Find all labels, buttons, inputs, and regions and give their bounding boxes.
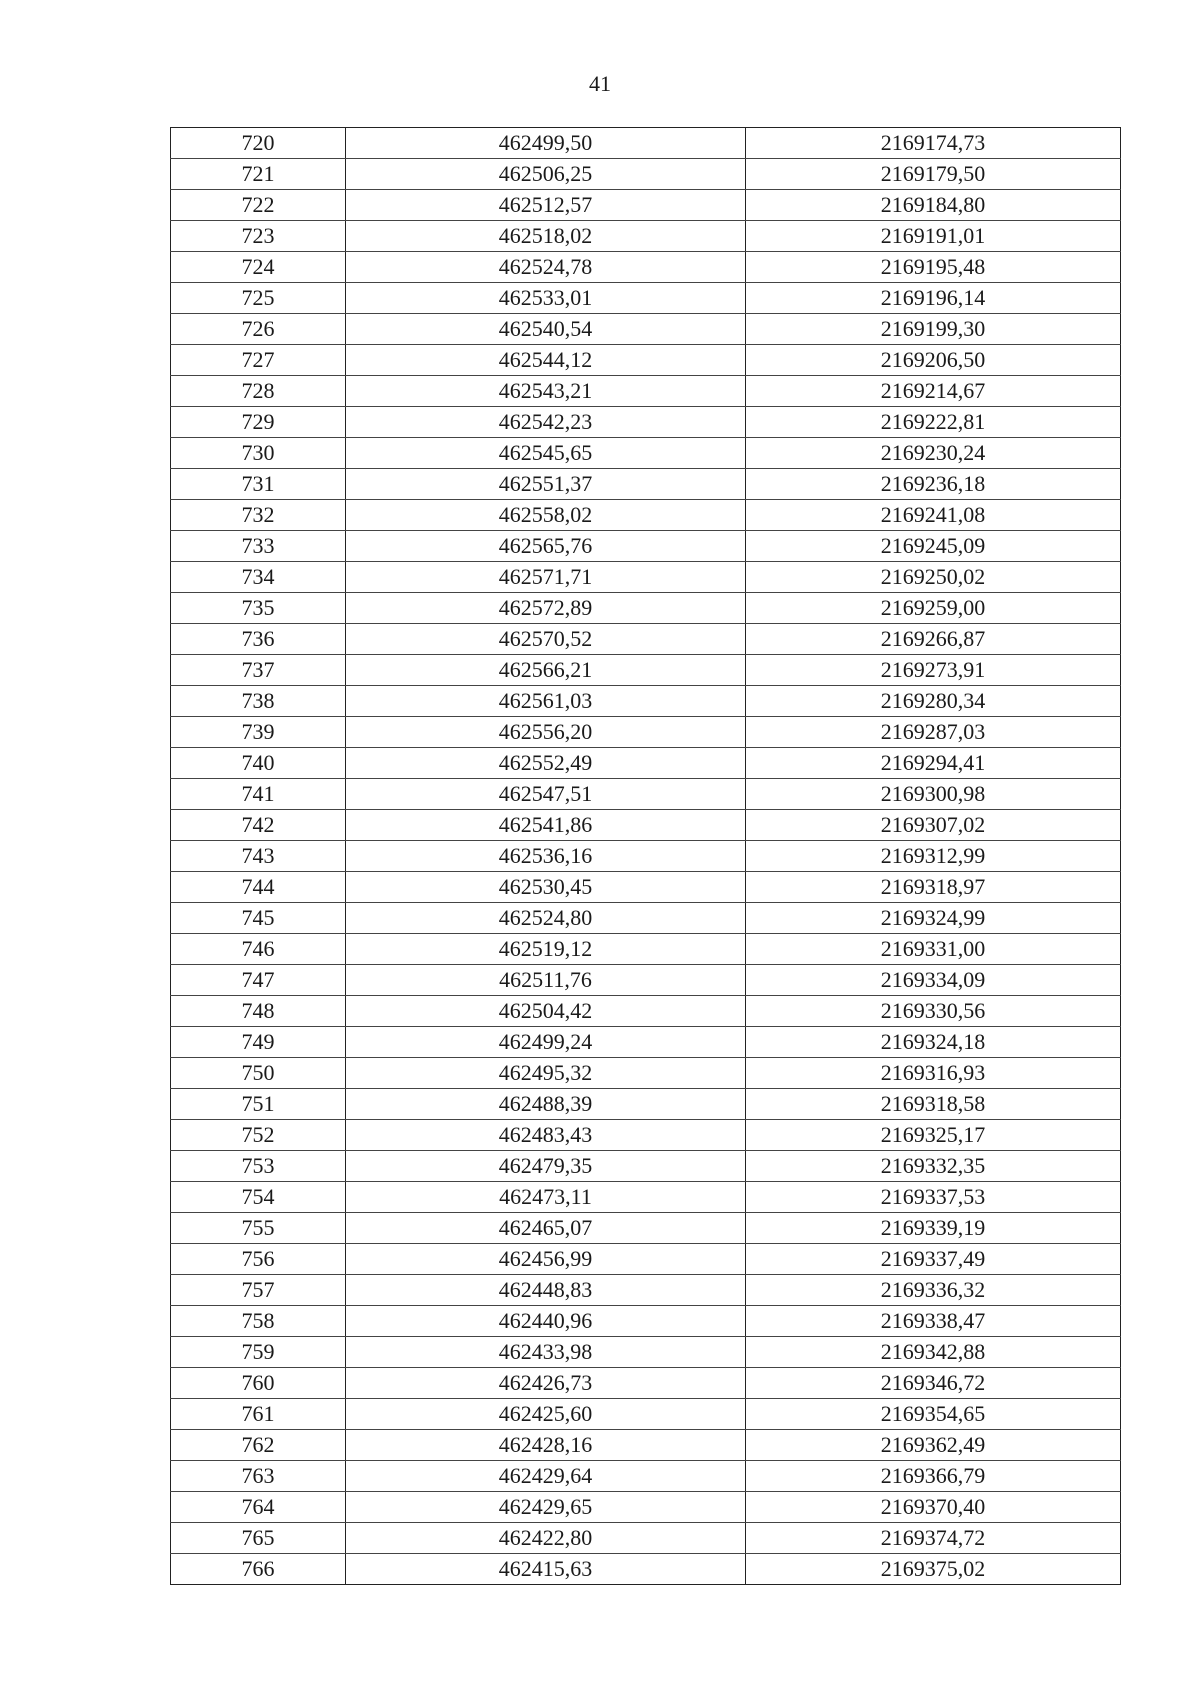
x-coordinate-cell: 462561,03 [346,686,746,717]
point-number-cell: 744 [171,872,346,903]
x-coordinate-cell: 462556,20 [346,717,746,748]
point-number-cell: 728 [171,376,346,407]
point-number-cell: 725 [171,283,346,314]
x-coordinate-cell: 462488,39 [346,1089,746,1120]
point-number-cell: 741 [171,779,346,810]
y-coordinate-cell: 2169375,02 [746,1554,1121,1585]
table-row [171,934,1121,965]
x-coordinate-cell: 462518,02 [346,221,746,252]
point-number-cell: 757 [171,1275,346,1306]
y-coordinate-cell: 2169294,41 [746,748,1121,779]
point-number-cell: 761 [171,1399,346,1430]
x-coordinate-cell: 462552,49 [346,748,746,779]
x-coordinate-cell: 462542,23 [346,407,746,438]
point-number-cell: 720 [171,128,346,159]
y-coordinate-cell: 2169184,80 [746,190,1121,221]
point-number-cell: 739 [171,717,346,748]
table-row [171,1182,1121,1213]
y-coordinate-cell: 2169230,24 [746,438,1121,469]
x-coordinate-cell: 462440,96 [346,1306,746,1337]
y-coordinate-cell: 2169354,65 [746,1399,1121,1430]
table-row [171,469,1121,500]
table-row [171,1213,1121,1244]
x-coordinate-cell: 462511,76 [346,965,746,996]
point-number-cell: 752 [171,1120,346,1151]
point-number-cell: 731 [171,469,346,500]
table-row [171,128,1121,159]
x-coordinate-cell: 462541,86 [346,810,746,841]
y-coordinate-cell: 2169316,93 [746,1058,1121,1089]
table-row [171,748,1121,779]
x-coordinate-cell: 462448,83 [346,1275,746,1306]
point-number-cell: 746 [171,934,346,965]
y-coordinate-cell: 2169331,00 [746,934,1121,965]
x-coordinate-cell: 462530,45 [346,872,746,903]
x-coordinate-cell: 462570,52 [346,624,746,655]
table-row [171,1523,1121,1554]
x-coordinate-cell: 462433,98 [346,1337,746,1368]
table-row [171,190,1121,221]
y-coordinate-cell: 2169196,14 [746,283,1121,314]
table-row [171,1337,1121,1368]
y-coordinate-cell: 2169273,91 [746,655,1121,686]
point-number-cell: 760 [171,1368,346,1399]
table-row [171,159,1121,190]
y-coordinate-cell: 2169241,08 [746,500,1121,531]
x-coordinate-cell: 462565,76 [346,531,746,562]
point-number-cell: 745 [171,903,346,934]
y-coordinate-cell: 2169266,87 [746,624,1121,655]
table-row [171,965,1121,996]
point-number-cell: 755 [171,1213,346,1244]
point-number-cell: 738 [171,686,346,717]
x-coordinate-cell: 462428,16 [346,1430,746,1461]
table-row [171,221,1121,252]
y-coordinate-cell: 2169362,49 [746,1430,1121,1461]
table-row [171,841,1121,872]
table-row [171,1089,1121,1120]
point-number-cell: 766 [171,1554,346,1585]
point-number-cell: 740 [171,748,346,779]
table-row [171,1306,1121,1337]
x-coordinate-cell: 462465,07 [346,1213,746,1244]
table-row [171,1120,1121,1151]
point-number-cell: 727 [171,345,346,376]
x-coordinate-cell: 462547,51 [346,779,746,810]
x-coordinate-cell: 462533,01 [346,283,746,314]
y-coordinate-cell: 2169250,02 [746,562,1121,593]
x-coordinate-cell: 462543,21 [346,376,746,407]
x-coordinate-cell: 462566,21 [346,655,746,686]
x-coordinate-cell: 462429,65 [346,1492,746,1523]
point-number-cell: 753 [171,1151,346,1182]
point-number-cell: 736 [171,624,346,655]
y-coordinate-cell: 2169346,72 [746,1368,1121,1399]
x-coordinate-cell: 462545,65 [346,438,746,469]
point-number-cell: 743 [171,841,346,872]
table-row [171,1399,1121,1430]
point-number-cell: 762 [171,1430,346,1461]
y-coordinate-cell: 2169236,18 [746,469,1121,500]
x-coordinate-cell: 462479,35 [346,1151,746,1182]
table-row [171,252,1121,283]
y-coordinate-cell: 2169214,67 [746,376,1121,407]
coordinates-table-body [171,128,1121,1585]
x-coordinate-cell: 462572,89 [346,593,746,624]
x-coordinate-cell: 462426,73 [346,1368,746,1399]
y-coordinate-cell: 2169195,48 [746,252,1121,283]
y-coordinate-cell: 2169206,50 [746,345,1121,376]
x-coordinate-cell: 462536,16 [346,841,746,872]
y-coordinate-cell: 2169312,99 [746,841,1121,872]
x-coordinate-cell: 462499,50 [346,128,746,159]
point-number-cell: 734 [171,562,346,593]
table-row [171,1244,1121,1275]
y-coordinate-cell: 2169324,18 [746,1027,1121,1058]
y-coordinate-cell: 2169287,03 [746,717,1121,748]
point-number-cell: 723 [171,221,346,252]
table-row [171,407,1121,438]
table-row [171,593,1121,624]
x-coordinate-cell: 462495,32 [346,1058,746,1089]
x-coordinate-cell: 462524,80 [346,903,746,934]
x-coordinate-cell: 462524,78 [346,252,746,283]
y-coordinate-cell: 2169179,50 [746,159,1121,190]
table-row [171,624,1121,655]
table-row [171,872,1121,903]
y-coordinate-cell: 2169366,79 [746,1461,1121,1492]
point-number-cell: 737 [171,655,346,686]
table-row [171,1027,1121,1058]
x-coordinate-cell: 462519,12 [346,934,746,965]
point-number-cell: 721 [171,159,346,190]
table-row [171,1275,1121,1306]
table-row [171,500,1121,531]
y-coordinate-cell: 2169324,99 [746,903,1121,934]
y-coordinate-cell: 2169199,30 [746,314,1121,345]
point-number-cell: 722 [171,190,346,221]
table-row [171,1461,1121,1492]
table-row [171,996,1121,1027]
point-number-cell: 754 [171,1182,346,1213]
table-row [171,1492,1121,1523]
x-coordinate-cell: 462544,12 [346,345,746,376]
point-number-cell: 756 [171,1244,346,1275]
x-coordinate-cell: 462512,57 [346,190,746,221]
point-number-cell: 729 [171,407,346,438]
x-coordinate-cell: 462415,63 [346,1554,746,1585]
point-number-cell: 763 [171,1461,346,1492]
point-number-cell: 735 [171,593,346,624]
point-number-cell: 749 [171,1027,346,1058]
x-coordinate-cell: 462483,43 [346,1120,746,1151]
x-coordinate-cell: 462422,80 [346,1523,746,1554]
x-coordinate-cell: 462473,11 [346,1182,746,1213]
y-coordinate-cell: 2169318,58 [746,1089,1121,1120]
y-coordinate-cell: 2169307,02 [746,810,1121,841]
point-number-cell: 733 [171,531,346,562]
y-coordinate-cell: 2169334,09 [746,965,1121,996]
point-number-cell: 742 [171,810,346,841]
table-row [171,779,1121,810]
x-coordinate-cell: 462558,02 [346,500,746,531]
table-row [171,1151,1121,1182]
y-coordinate-cell: 2169259,00 [746,593,1121,624]
x-coordinate-cell: 462540,54 [346,314,746,345]
point-number-cell: 748 [171,996,346,1027]
x-coordinate-cell: 462499,24 [346,1027,746,1058]
table-row [171,1554,1121,1585]
page-number: 41 [589,71,611,96]
y-coordinate-cell: 2169374,72 [746,1523,1121,1554]
point-number-cell: 751 [171,1089,346,1120]
point-number-cell: 764 [171,1492,346,1523]
x-coordinate-cell: 462429,64 [346,1461,746,1492]
point-number-cell: 747 [171,965,346,996]
y-coordinate-cell: 2169325,17 [746,1120,1121,1151]
x-coordinate-cell: 462571,71 [346,562,746,593]
point-number-cell: 732 [171,500,346,531]
table-row [171,655,1121,686]
point-number-cell: 765 [171,1523,346,1554]
table-row [171,531,1121,562]
y-coordinate-cell: 2169336,32 [746,1275,1121,1306]
y-coordinate-cell: 2169191,01 [746,221,1121,252]
x-coordinate-cell: 462425,60 [346,1399,746,1430]
table-row [171,438,1121,469]
y-coordinate-cell: 2169342,88 [746,1337,1121,1368]
table-row [171,314,1121,345]
point-number-cell: 724 [171,252,346,283]
point-number-cell: 726 [171,314,346,345]
y-coordinate-cell: 2169318,97 [746,872,1121,903]
table-row [171,1058,1121,1089]
table-row [171,903,1121,934]
y-coordinate-cell: 2169245,09 [746,531,1121,562]
y-coordinate-cell: 2169339,19 [746,1213,1121,1244]
point-number-cell: 750 [171,1058,346,1089]
table-row [171,562,1121,593]
point-number-cell: 758 [171,1306,346,1337]
table-row [171,283,1121,314]
table-row [171,717,1121,748]
y-coordinate-cell: 2169174,73 [746,128,1121,159]
y-coordinate-cell: 2169337,49 [746,1244,1121,1275]
table-row [171,686,1121,717]
table-row [171,345,1121,376]
x-coordinate-cell: 462506,25 [346,159,746,190]
y-coordinate-cell: 2169337,53 [746,1182,1121,1213]
table-row [171,810,1121,841]
x-coordinate-cell: 462504,42 [346,996,746,1027]
y-coordinate-cell: 2169330,56 [746,996,1121,1027]
table-row [171,1368,1121,1399]
coordinates-table [170,127,1121,1585]
x-coordinate-cell: 462551,37 [346,469,746,500]
point-number-cell: 759 [171,1337,346,1368]
x-coordinate-cell: 462456,99 [346,1244,746,1275]
y-coordinate-cell: 2169332,35 [746,1151,1121,1182]
y-coordinate-cell: 2169222,81 [746,407,1121,438]
y-coordinate-cell: 2169300,98 [746,779,1121,810]
table-row [171,376,1121,407]
y-coordinate-cell: 2169338,47 [746,1306,1121,1337]
table-row [171,1430,1121,1461]
y-coordinate-cell: 2169280,34 [746,686,1121,717]
y-coordinate-cell: 2169370,40 [746,1492,1121,1523]
point-number-cell: 730 [171,438,346,469]
